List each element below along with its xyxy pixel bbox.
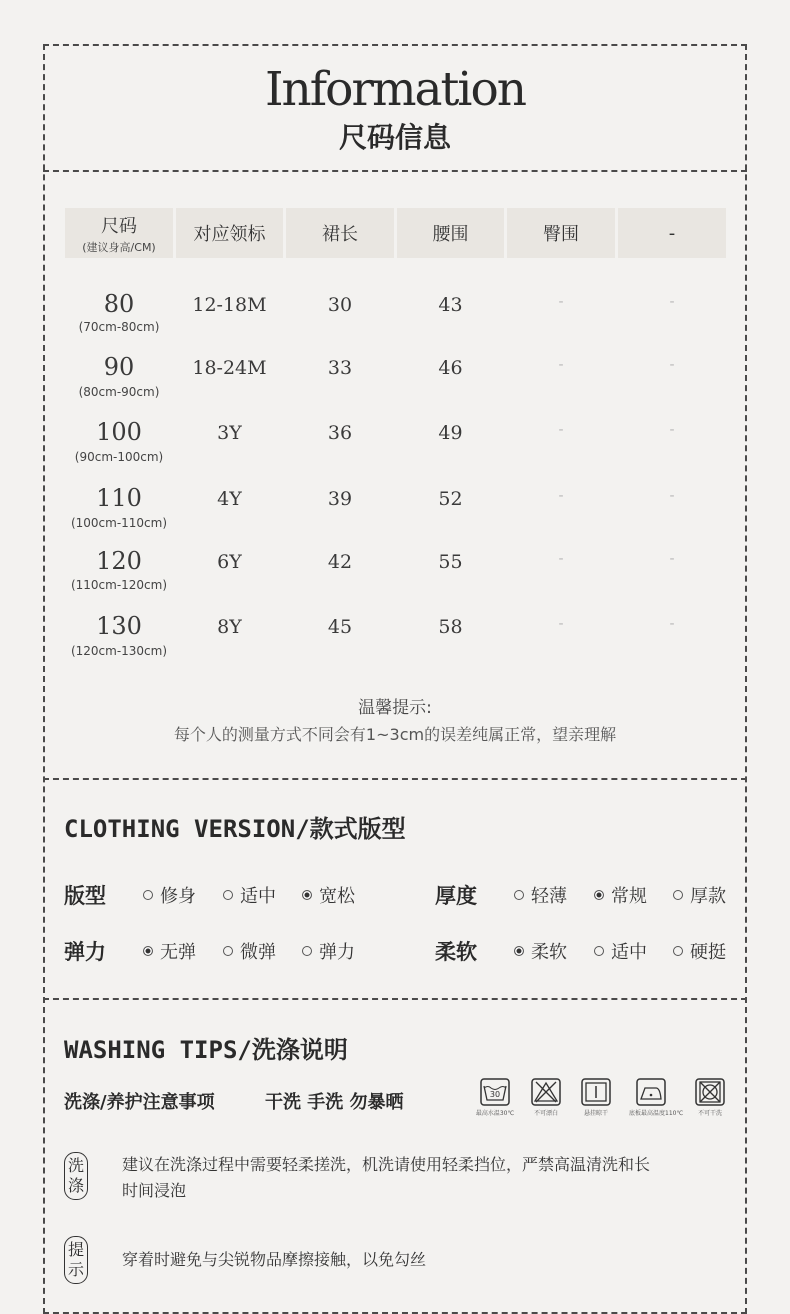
column-header-label-tag: [176, 208, 283, 258]
length-value: 36: [327, 422, 353, 444]
option-label: 微弹: [240, 942, 276, 963]
column-header-label: 腰围: [432, 224, 469, 245]
extra-value: -: [669, 488, 675, 504]
attr-label-elasticity: 弹力: [64, 940, 106, 964]
care-icon-label: 不可干洗: [697, 1110, 722, 1117]
radio-icon: [143, 890, 153, 900]
size-value: 90: [103, 353, 135, 381]
radio-selected-icon: [143, 946, 153, 956]
size-range: (70cm-80cm): [78, 320, 160, 334]
tip-note: 穿着时避免与尖锐物品摩擦接触，以免勾丝: [122, 1250, 427, 1269]
option-label: 宽松: [319, 886, 355, 907]
size-value: 110: [96, 484, 142, 512]
label-value: 6Y: [217, 551, 242, 573]
divider: [43, 170, 747, 172]
waist-value: 52: [438, 488, 463, 510]
washing-section-title: WASHING TIPS/洗涤说明: [64, 1036, 348, 1064]
wash-badge: 洗涤: [64, 1152, 88, 1200]
option-normal[interactable]: [594, 882, 647, 908]
radio-icon: [673, 890, 683, 900]
label-value: 3Y: [217, 422, 242, 444]
iron-icon: [629, 1078, 684, 1117]
option-slight-stretch[interactable]: [223, 938, 276, 964]
radio-icon: [223, 890, 233, 900]
waist-value: 46: [438, 357, 463, 379]
size-range: (110cm-120cm): [70, 578, 168, 592]
option-label: 轻薄: [531, 886, 567, 907]
size-range: (120cm-130cm): [70, 644, 168, 658]
hip-value: -: [558, 488, 564, 504]
radio-icon: [673, 946, 683, 956]
column-header-extra: [618, 208, 726, 258]
waist-value: 43: [438, 294, 463, 316]
attr-label-fit: 版型: [64, 884, 106, 908]
option-soft[interactable]: [514, 938, 567, 964]
option-label: 柔软: [531, 942, 567, 963]
label-value: 4Y: [217, 488, 242, 510]
option-medium[interactable]: [594, 938, 647, 964]
no-tumble-dry-icon: [688, 1078, 732, 1117]
column-header-length: [286, 208, 394, 258]
divider: [43, 998, 747, 1000]
column-header-size: [65, 208, 173, 258]
title-english: Information: [264, 62, 526, 117]
option-stretch[interactable]: [302, 938, 355, 964]
size-range: (90cm-100cm): [74, 450, 164, 464]
tip-text: 每个人的测量方式不同会有1~3cm的误差纯属正常，望亲理解: [173, 725, 617, 744]
extra-value: -: [669, 422, 675, 438]
care-methods: 干洗 手洗 勿暴晒: [265, 1092, 404, 1113]
waist-value: 55: [438, 551, 463, 573]
care-icon-label: 不可漂白: [533, 1110, 558, 1117]
title-chinese: 尺码信息: [338, 121, 451, 154]
label-value: 18-24M: [192, 357, 267, 379]
care-label: 洗涤/养护注意事项: [64, 1092, 215, 1113]
size-range: (100cm-110cm): [70, 516, 168, 530]
size-value: 100: [96, 418, 142, 446]
extra-value: -: [669, 294, 675, 310]
hip-value: -: [558, 551, 564, 567]
length-value: 45: [327, 616, 353, 638]
option-label: 无弹: [160, 942, 196, 963]
label-value: 8Y: [217, 616, 242, 638]
wash-temp-text: 30: [489, 1090, 501, 1099]
radio-selected-icon: [302, 890, 312, 900]
option-no-stretch[interactable]: [143, 938, 196, 964]
tip-badge: 提示: [64, 1236, 88, 1284]
attr-label-softness: 柔软: [435, 940, 477, 964]
option-stiff[interactable]: [673, 938, 726, 964]
waist-value: 58: [438, 616, 463, 638]
care-icon-label: 悬挂晾干: [583, 1110, 608, 1117]
hip-value: -: [558, 357, 564, 373]
option-label: 硬挺: [690, 942, 726, 963]
extra-value: -: [669, 357, 675, 373]
option-label: 常规: [611, 886, 647, 907]
column-header-label: 臀围: [543, 224, 579, 245]
radio-icon: [302, 946, 312, 956]
care-icon-label: 底板最高温度110℃: [629, 1110, 684, 1117]
drip-dry-icon: [574, 1078, 618, 1117]
column-header-waist: [397, 208, 504, 258]
column-header-label: -: [668, 222, 676, 244]
option-loose[interactable]: [302, 882, 355, 908]
hip-value: -: [558, 422, 564, 438]
option-label: 修身: [160, 886, 196, 907]
radio-icon: [223, 946, 233, 956]
waist-value: 49: [438, 422, 463, 444]
radio-selected-icon: [594, 890, 604, 900]
option-slim[interactable]: [143, 882, 196, 908]
length-value: 30: [327, 294, 353, 316]
extra-value: -: [669, 551, 675, 567]
radio-icon: [594, 946, 604, 956]
tip-title: 温馨提示:: [358, 698, 432, 718]
hip-value: -: [558, 616, 564, 632]
length-value: 39: [327, 488, 353, 510]
column-header-hip: [507, 208, 615, 258]
option-thin[interactable]: [514, 882, 567, 908]
length-value: 33: [327, 357, 353, 379]
column-header-label: 对应领标: [193, 224, 266, 245]
option-label: 弹力: [319, 942, 355, 963]
column-header-label: 裙长: [322, 224, 358, 245]
radio-icon: [514, 890, 524, 900]
wash-note: 建议在洗涤过程中需要轻柔搓洗，机洗请使用轻柔挡位，严禁高温清洗和长时间浸泡: [122, 1155, 651, 1200]
no-bleach-icon: [524, 1078, 568, 1117]
option-label: 厚款: [690, 886, 726, 907]
column-header-label: 尺码: [101, 215, 137, 237]
option-label: 适中: [611, 942, 647, 963]
size-value: 120: [96, 547, 142, 575]
hip-value: -: [558, 294, 564, 310]
extra-value: -: [669, 616, 675, 632]
radio-selected-icon: [514, 946, 524, 956]
size-value: 80: [103, 290, 135, 318]
size-range: (80cm-90cm): [78, 385, 160, 399]
divider: [43, 778, 747, 780]
option-label: 适中: [240, 886, 276, 907]
size-value: 130: [96, 612, 142, 640]
label-value: 12-18M: [192, 294, 267, 316]
length-value: 42: [327, 551, 353, 573]
option-regular[interactable]: [223, 882, 276, 908]
option-thick[interactable]: [673, 882, 726, 908]
column-header-sub: (建议身高/CM): [82, 240, 156, 254]
care-icon-label: 最高水温30℃: [475, 1110, 515, 1117]
clothing-section-title: CLOTHING VERSION/款式版型: [64, 815, 406, 843]
wash-30-icon: [473, 1078, 517, 1117]
attr-label-thickness: 厚度: [435, 884, 477, 908]
